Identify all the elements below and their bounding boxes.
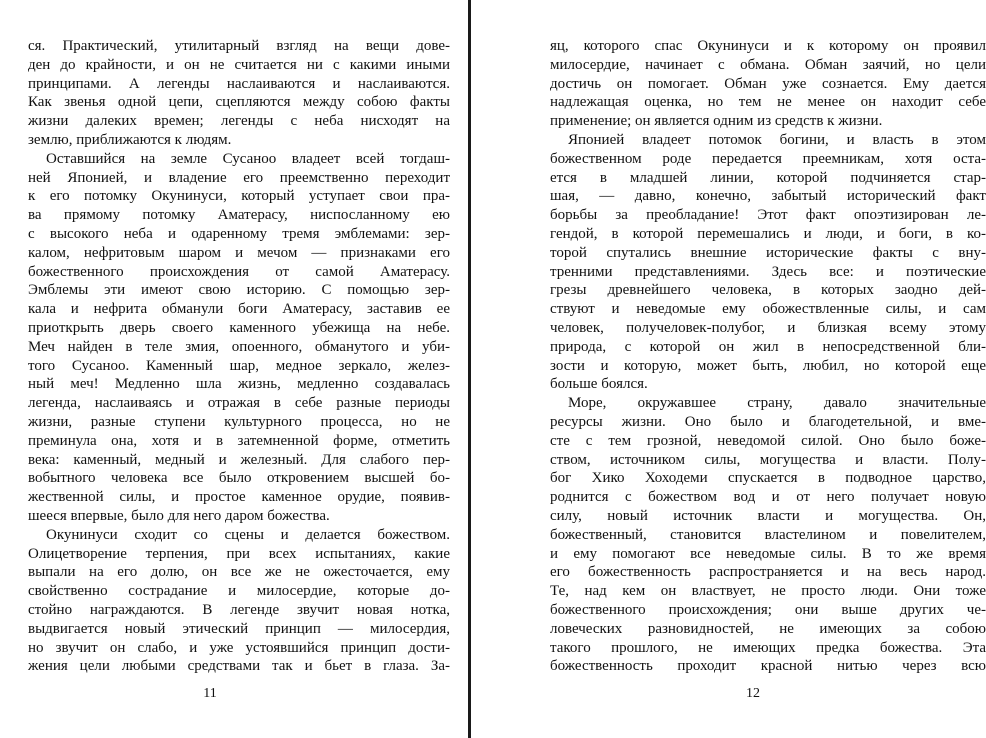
text-line: шая, — давно, конечно, забытый исторический факт — [550, 188, 986, 205]
text-line: выдвигается новый этический принцип — милосердия, — [28, 620, 450, 637]
text-line: землю, приближаются к людям. — [28, 131, 232, 148]
text-line: грезы древнейшего человека, в которых заодно дей- — [550, 282, 986, 299]
right-page-body — [550, 37, 986, 676]
left-page — [0, 0, 468, 738]
text-line: Меч найден в теле змия, опоенного, обманутого и уби- — [28, 338, 450, 355]
text-line: Те, над кем он властвует, не просто люди. Они тоже — [550, 583, 986, 600]
text-line: жения цели любыми средствами так и бьет в глаза. За- — [28, 658, 450, 675]
text-line: борьбы за преобладание! Этот факт опоэтизирован ле- — [550, 207, 986, 224]
text-line: зости и которую, может быть, любил, но которой еще — [550, 357, 986, 374]
text-line: ней Японией, и владение его преемственно переходит — [28, 169, 450, 186]
text-line: принципами. А легенды наслаиваются и наслаиваются. — [28, 75, 450, 92]
text-line: стойно награждаются. В легенде звучит новая нотка, — [28, 601, 450, 618]
text-line: сте с тем грозной, неведомой силой. Оно было боже- — [550, 432, 986, 449]
text-line: жизни далеких времен; легенды с неба нисходят на — [28, 113, 450, 130]
text-line: бог Хико Хоходеми спускается в подводное царство, — [550, 470, 986, 487]
text-line: ствуют и неведомые ему обожествленные силы, и сам — [550, 301, 986, 318]
text-line: тренними представлениями. Здесь все: и поэтические — [550, 263, 986, 280]
text-line: божественного происхождения от самой Аматерасу. — [28, 263, 450, 280]
text-line: торой спутались внешние исторические факты с вну- — [550, 244, 986, 261]
text-line: шееся впервые, было для него даром божества. — [28, 507, 330, 524]
left-page-body — [28, 37, 450, 676]
text-line: легенда, наслаиваясь и отражая в себе разные периоды — [28, 395, 450, 412]
text-line: гендой, в которой перемешались и люди, и боги, в ко- — [550, 225, 986, 242]
text-line: выпали на его долю, он все же не ожесточается, ему — [28, 564, 450, 581]
right-page-number: 12 — [746, 686, 760, 701]
text-line: божественность проходит красной нитью через всю — [550, 658, 986, 675]
text-line: Как звенья одной цепи, сцепляются между собою факты — [28, 94, 450, 111]
text-line: ся. Практический, утилитарный взгляд на вещи дове- — [28, 38, 450, 54]
text-line: свойственно сострадание и милосердие, которые до- — [28, 583, 450, 600]
text-line: такого прошлого, не имеющих предка божества. Эта — [550, 639, 986, 656]
text-line: и ему помогают все неведомые силы. В то же время — [550, 545, 986, 562]
text-line: божественный, становится властелином и повелителем, — [550, 526, 986, 543]
text-line: Японией владеет потомок богини, и власть в этом — [568, 131, 986, 148]
text-line: больше боялся. — [550, 376, 648, 393]
text-line: века: каменный, медный и железный. Для слабого пер- — [28, 451, 450, 468]
text-line: ден до крайности, и он не считается ни с какими иными — [28, 56, 450, 73]
text-line: милосердие, начинает с обмана. Обман заячий, но цели — [550, 56, 986, 73]
right-page — [471, 0, 986, 738]
text-line: достичь он помогает. Обман уже сознается. Ему дается — [550, 75, 986, 92]
text-line: ством, источником силы, могущества и власти. Полу- — [550, 451, 986, 468]
text-line: приоткрыть дверь своего каменного убежища на небе. — [28, 319, 450, 336]
text-line: ется в младшей линии, которой подчиняется стар- — [550, 169, 986, 186]
text-line: божественном роде передается преемникам, хотя оста- — [550, 150, 986, 167]
text-line: Оставшийся на земле Сусаноо владеет всей тогдаш- — [46, 150, 450, 167]
text-line: силу, новый источник власти и могущества. Он, — [550, 507, 986, 524]
text-line: природа, с которой он жил в непосредственной бли- — [550, 338, 986, 355]
text-line: ресурсы жизни. Оно было и благодетельной, и вме- — [550, 413, 986, 430]
text-line: того Сусаноо. Каменный шар, медное зеркало, желез- — [28, 357, 450, 374]
text-line: человек, получеловек-полубог, и близкая всему этому — [550, 319, 986, 336]
text-line: ва прямому потомку Аматерасу, ниспосланному ею — [28, 207, 450, 224]
text-line: к его потомку Окунинуси, который уступает свои пра- — [28, 188, 450, 205]
text-line: жественной силы, и простое каменное орудие, появив- — [28, 489, 450, 506]
text-line: Окунинуси сходит со сцены и делается божеством. — [46, 526, 450, 543]
text-line: Олицетворение терпения, при всех испытаниях, какие — [28, 545, 450, 562]
text-line: кала и нефрита обманули боги Аматерасу, заставив ее — [28, 301, 450, 318]
text-line: с высокого неба и одаренному тремя эмблемами: зер- — [28, 225, 450, 242]
text-line: вобытного человека все было откровением высшей бо- — [28, 470, 450, 487]
text-line: но звучит он слабо, и уже устоявшийся принцип дости- — [28, 639, 450, 656]
text-line: ный меч! Медленно шла жизнь, медленно создавалась — [28, 376, 450, 393]
text-line: божественного происхождения; они выше других че- — [550, 601, 986, 618]
text-line: ловеческих разновидностей, не имеющих за собою — [550, 620, 986, 637]
text-line: применение; он является одним из средств к жизни. — [550, 113, 883, 130]
text-line: роднится с божеством вод и от него получает новую — [550, 489, 986, 506]
text-line: его божественность распространяется и на весь народ. — [550, 564, 986, 581]
text-line: Эмблемы эти имеют свою историю. С помощью зер- — [28, 282, 450, 299]
text-line: жизни, разные ступени культурного процесса, но не — [28, 413, 450, 430]
text-line: яц, которого спас Окунинуси и к которому он проявил — [550, 38, 986, 54]
text-line: преминула она, хотя и в затемненной форме, отметить — [28, 432, 450, 449]
text-line: Море, окружавшее страну, давало значительные — [568, 395, 986, 412]
text-line: калом, нефритовым шаром и мечом — признаками его — [28, 244, 450, 261]
text-line: надлежащая оценка, но тем не менее он находит себе — [550, 94, 986, 111]
left-page-number: 11 — [203, 686, 217, 701]
